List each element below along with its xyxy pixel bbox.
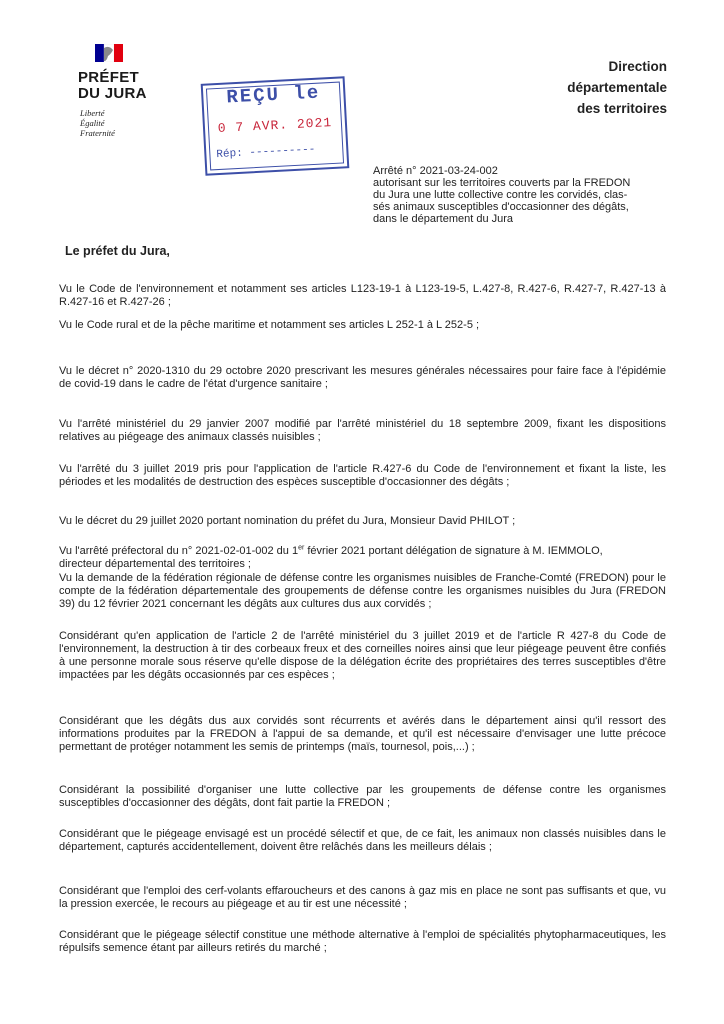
delegation-end: février 2021 portant délégation de signature à M. IEMMOLO, <box>304 545 603 557</box>
direction-heading <box>567 56 667 119</box>
republic-motto <box>80 108 115 138</box>
received-stamp <box>201 76 350 175</box>
paragraph-code-rural: Vu le Code rural et de la pêche maritime et notamment ses articles L 252-1 à L 252-5 ; <box>59 319 480 331</box>
paragraph-considerant-lutte-collective: Considérant la possibilité d'organiser une lutte collective par les groupements de défense contre les organismes susceptibles d'occasionner des dégâts, dont fait partie la FREDON ; <box>59 784 666 809</box>
arrete-line3: sés animaux susceptibles d'occasionner des dégâts, <box>373 201 629 213</box>
direction-line2: départementale <box>567 80 667 95</box>
paragraph-considerant-methode-alternative: Considérant que le piégeage sélectif constitue une méthode alternative à l'emploi de spécialités phytopharmaceutiques, les répulsifs semence étant par ailleurs retirés du marché ; <box>59 929 666 954</box>
arrete-number: Arrêté n° 2021-03-24-002 <box>373 165 498 177</box>
motto-liberte: Liberté <box>80 108 105 118</box>
arrete-line1: autorisant sur les territoires couverts par la FREDON <box>373 177 631 189</box>
arrete-line4: dans le département du Jura <box>373 213 514 225</box>
paragraph-considerant-piegeage-selectif: Considérant que le piégeage envisagé est un procédé sélectif et que, de ce fait, les animaux non classés nuisibles dans le département, capturés accidentellement, doivent être relâchés dans les meilleurs délais ; <box>59 828 666 853</box>
direction-line1: Direction <box>608 59 667 74</box>
stamp-rep: Rép: ---------- <box>216 143 316 162</box>
paragraph-decret-nomination: Vu le décret du 29 juillet 2020 portant nomination du préfet du Jura, Monsieur David PHILOT ; <box>59 515 516 527</box>
paragraph-decret-covid: Vu le décret n° 2020-1310 du 29 octobre 2020 prescrivant les mesures générales nécessaires pour faire face à l'épidémie de covid-19 dans le cadre de l'état d'urgence sanitaire ; <box>59 365 666 390</box>
delegation-start: Vu l'arrêté préfectoral du n° 2021-02-01-002 du 1 <box>59 545 299 557</box>
arrete-line2: du Jura une lutte collective contre les corvidés, clas- <box>373 189 628 201</box>
paragraph-considerant-article2: Considérant qu'en application de l'article 2 de l'arrêté ministériel du 3 juillet 2019 et de l'article R 427-8 du Code de l'environnement, la destruction à tir des corbeaux freux et des corneilles noires ainsi que leur piégeage peuvent être confiés à une personne morale sous réserve qu'elle dispose de la délégation écrite des propriétaires des terres susceptibles d'être impactées par les dégâts occasionnés par ces espèces ; <box>59 630 666 681</box>
motto-fraternite: Fraternité <box>80 128 115 138</box>
delegation-sup: er <box>298 544 305 552</box>
arrete-block <box>373 165 673 225</box>
prefet-line1: PRÉFET <box>78 69 139 86</box>
prefet-title: Le préfet du Jura, <box>65 244 170 258</box>
prefet-logo-text <box>78 70 147 102</box>
stamp-date: 0 7 AVR. 2021 <box>217 115 333 136</box>
motto-egalite: Égalité <box>80 118 105 128</box>
paragraph-considerant-degats: Considérant que les dégâts dus aux corvidés sont récurrents et avérés dans le département ainsi qu'il ressort des informations produites par la FREDON à l'appui de sa demande, et qu'il est nécessaire d'envisager une lutte précoce permettant de protéger notamment les semis de printemps (maïs, tournesol, pois,...) ; <box>59 715 666 753</box>
paragraph-considerant-cerf-volants: Considérant que l'emploi des cerf-volants effaroucheurs et des canons à gaz mis en place ne sont pas suffisants et que, vu la pression exercée, le recours au piégeage et au tir est une nécessité ; <box>59 885 666 910</box>
marianne-logo-icon <box>95 44 123 62</box>
prefet-line2: DU JURA <box>78 85 147 102</box>
paragraph-code-environnement: Vu le Code de l'environnement et notamment ses articles L123-19-1 à L123-19-5, L.427-8, R.427-6, R.427-7, R.427-13 à R.427-16 et R.427-26 ; <box>59 283 666 308</box>
paragraph-delegation <box>59 545 666 571</box>
stamp-title: REÇU le <box>225 81 321 109</box>
paragraph-arrete-2019: Vu l'arrêté du 3 juillet 2019 pris pour l'application de l'article R.427-6 du Code de l'environnement et fixant la liste, les périodes et les modalités de destruction des espèces susceptible d'occasionner des dégâts ; <box>59 463 666 488</box>
direction-line3: des territoires <box>576 101 667 116</box>
paragraph-demande-fredon: Vu la demande de la fédération régionale de défense contre les organismes nuisibles de Franche-Comté (FREDON) pour le compte de la fédération départementale des groupements de défense contre les organismes nuisibles du Jura (FREDON 39) du 12 février 2021 concernant les dégâts aux cultures dus aux corvidés ; <box>59 572 666 610</box>
paragraph-arrete-2007: Vu l'arrêté ministériel du 29 janvier 2007 modifié par l'arrêté ministériel du 18 septembre 2009, fixant les dispositions relatives au piégeage des animaux classés nuisibles ; <box>59 418 666 443</box>
delegation-line2: directeur départemental des territoires ; <box>59 558 251 570</box>
